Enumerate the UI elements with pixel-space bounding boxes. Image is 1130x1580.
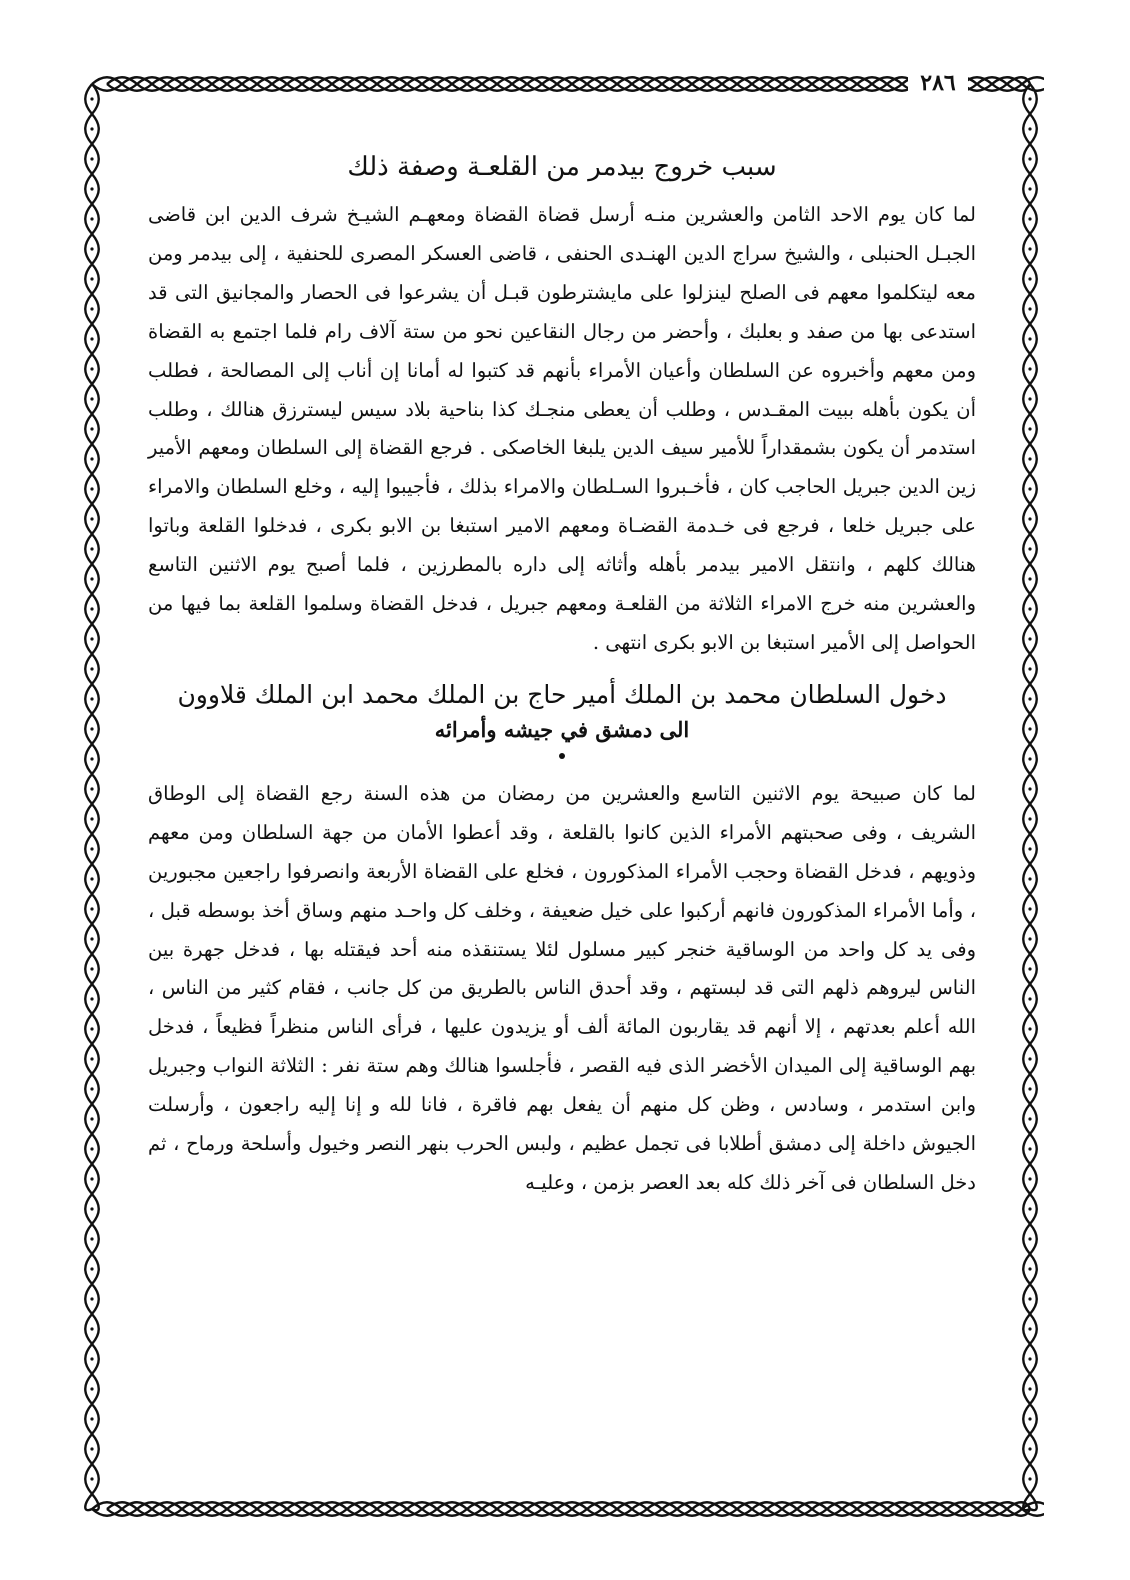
section-heading-2: دخول السلطان محمد بن الملك أمير حاج بن الملك محمد ابن الملك قلاوون bbox=[177, 679, 947, 709]
section-subheading-2: الى دمشق في جيشه وأمرائه bbox=[434, 716, 690, 742]
section-paragraph-2: لما كان صبيحة يوم الاثنين التاسع والعشرين من رمضان من هذه السنة رجع القضاة إلى الوطاق الشريف ، وفى صحبتهم الأمراء الذين كانوا بالقلعة ، وقد أعطوا الأمان من جهة السلطان ومن معهم وذويهم ، فدخل القضاة وحجب الأمراء المذكورون ، فخلع على القضاة الأربعة وانصرفوا راجعين مجبورين ، وأما الأمراء المذكورون فانهم أركبوا على خيل ضعيفة ، وخلف كل واحـد منهم وساق أخذ بوسطه قبل ، وفى يد كل واحد من الوساقية خنجر كبير مسلول لئلا يستنقذه منه أحد فيقتله بها ، فدخل جهرة بين الناس ليروهم ذلهم التى قد لبستهم ، وقد أحدق الناس بالطريق من كل جانب ، فقام كثير من الناس ، الله أعلم بعدتهم ، إلا أنهم قد يقاربون المائة ألف أو يزيدون عليها ، فرأى الناس منظراً فظيعاً ، فدخل بهم الوساقية إلى الميدان الأخضر الذى فيه القصر ، فأجلسوا هنالك وهم ستة نفر : الثلاثة النواب وجبريل وابن استدمر ، وسادس ، وظن كل منهم أن يفعل بهم فاقرة ، فانا لله و إنا إليه راجعون ، وأرسلت الجيوش داخلة إلى دمشق أطلابا فى تجمل عظيم ، ولبس الحرب بنهر النصر وخيول وأسلحة ورماح ، ثم دخل السلطان فى آخر ذلك كله بعد العصر بزمن ، وعليـه bbox=[148, 781, 976, 1194]
divider-dot bbox=[559, 753, 565, 759]
page-number: ٢٨٦ bbox=[908, 64, 968, 102]
section-heading-1: سبب خروج بيدمر من القلعـة وصفة ذلك bbox=[347, 152, 777, 182]
page-content bbox=[148, 148, 976, 1488]
section-paragraph-1: لما كان يوم الاحد الثامن والعشرين منـه أرسل قضاة القضاة ومعهـم الشيـخ شرف الدين ابن قاضى الجبـل الحنبلى ، والشيخ سراج الدين الهنـدى الحنفى ، قاضى العسكر المصرى للحنفية ، إلى بيدمر ومن معه ليتكلموا معهم فى الصلح لينزلوا على مايشترطون قبـل أن يشرعوا فى الحصار والمجانيق التى قد استدعى بها من صفد و بعلبك ، وأحضر من رجال النقاعين نحو من ستة آلاف رام فلما اجتمع به القضاة ومن معهم وأخبروه عن السلطان وأعيان الأمراء بأنهم قد كتبوا له أمانا إن أناب إلى المصالحة ، فطلب أن يكون بأهله ببيت المقـدس ، وطلب أن يعطى منجـك كذا بناحية بلاد سيس ليسترزق هنالك ، وطلب استدمر أن يكون بشمقداراً للأمير سيف الدين يلبغا الخاصكى . فرجع القضاة إلى السلطان ومعهم الأمير زين الدين جبريل الحاجب كان ، فأخـبروا السـلطان والامراء بذلك ، فأجيبوا إليه ، وخلع السلطان والامراء على جبريل خلعا ، فرجع فى خـدمة القضـاة ومعهم الامير استبغا بن الابو بكرى ، فدخلوا القلعة وباتوا هنالك كلهم ، وانتقل الامير بيدمر بأهله وأثاثه إلى داره بالمطرزين ، فلما أصبح يوم الاثنين التاسع والعشرين منه خرج الامراء الثلاثة من القلعـة ومعهم جبريل ، فدخل القضاة وسلموا القلعة بما فيها من الحواصل إلى الأمير استبغا بن الابو بكرى انتهى . bbox=[148, 203, 976, 654]
